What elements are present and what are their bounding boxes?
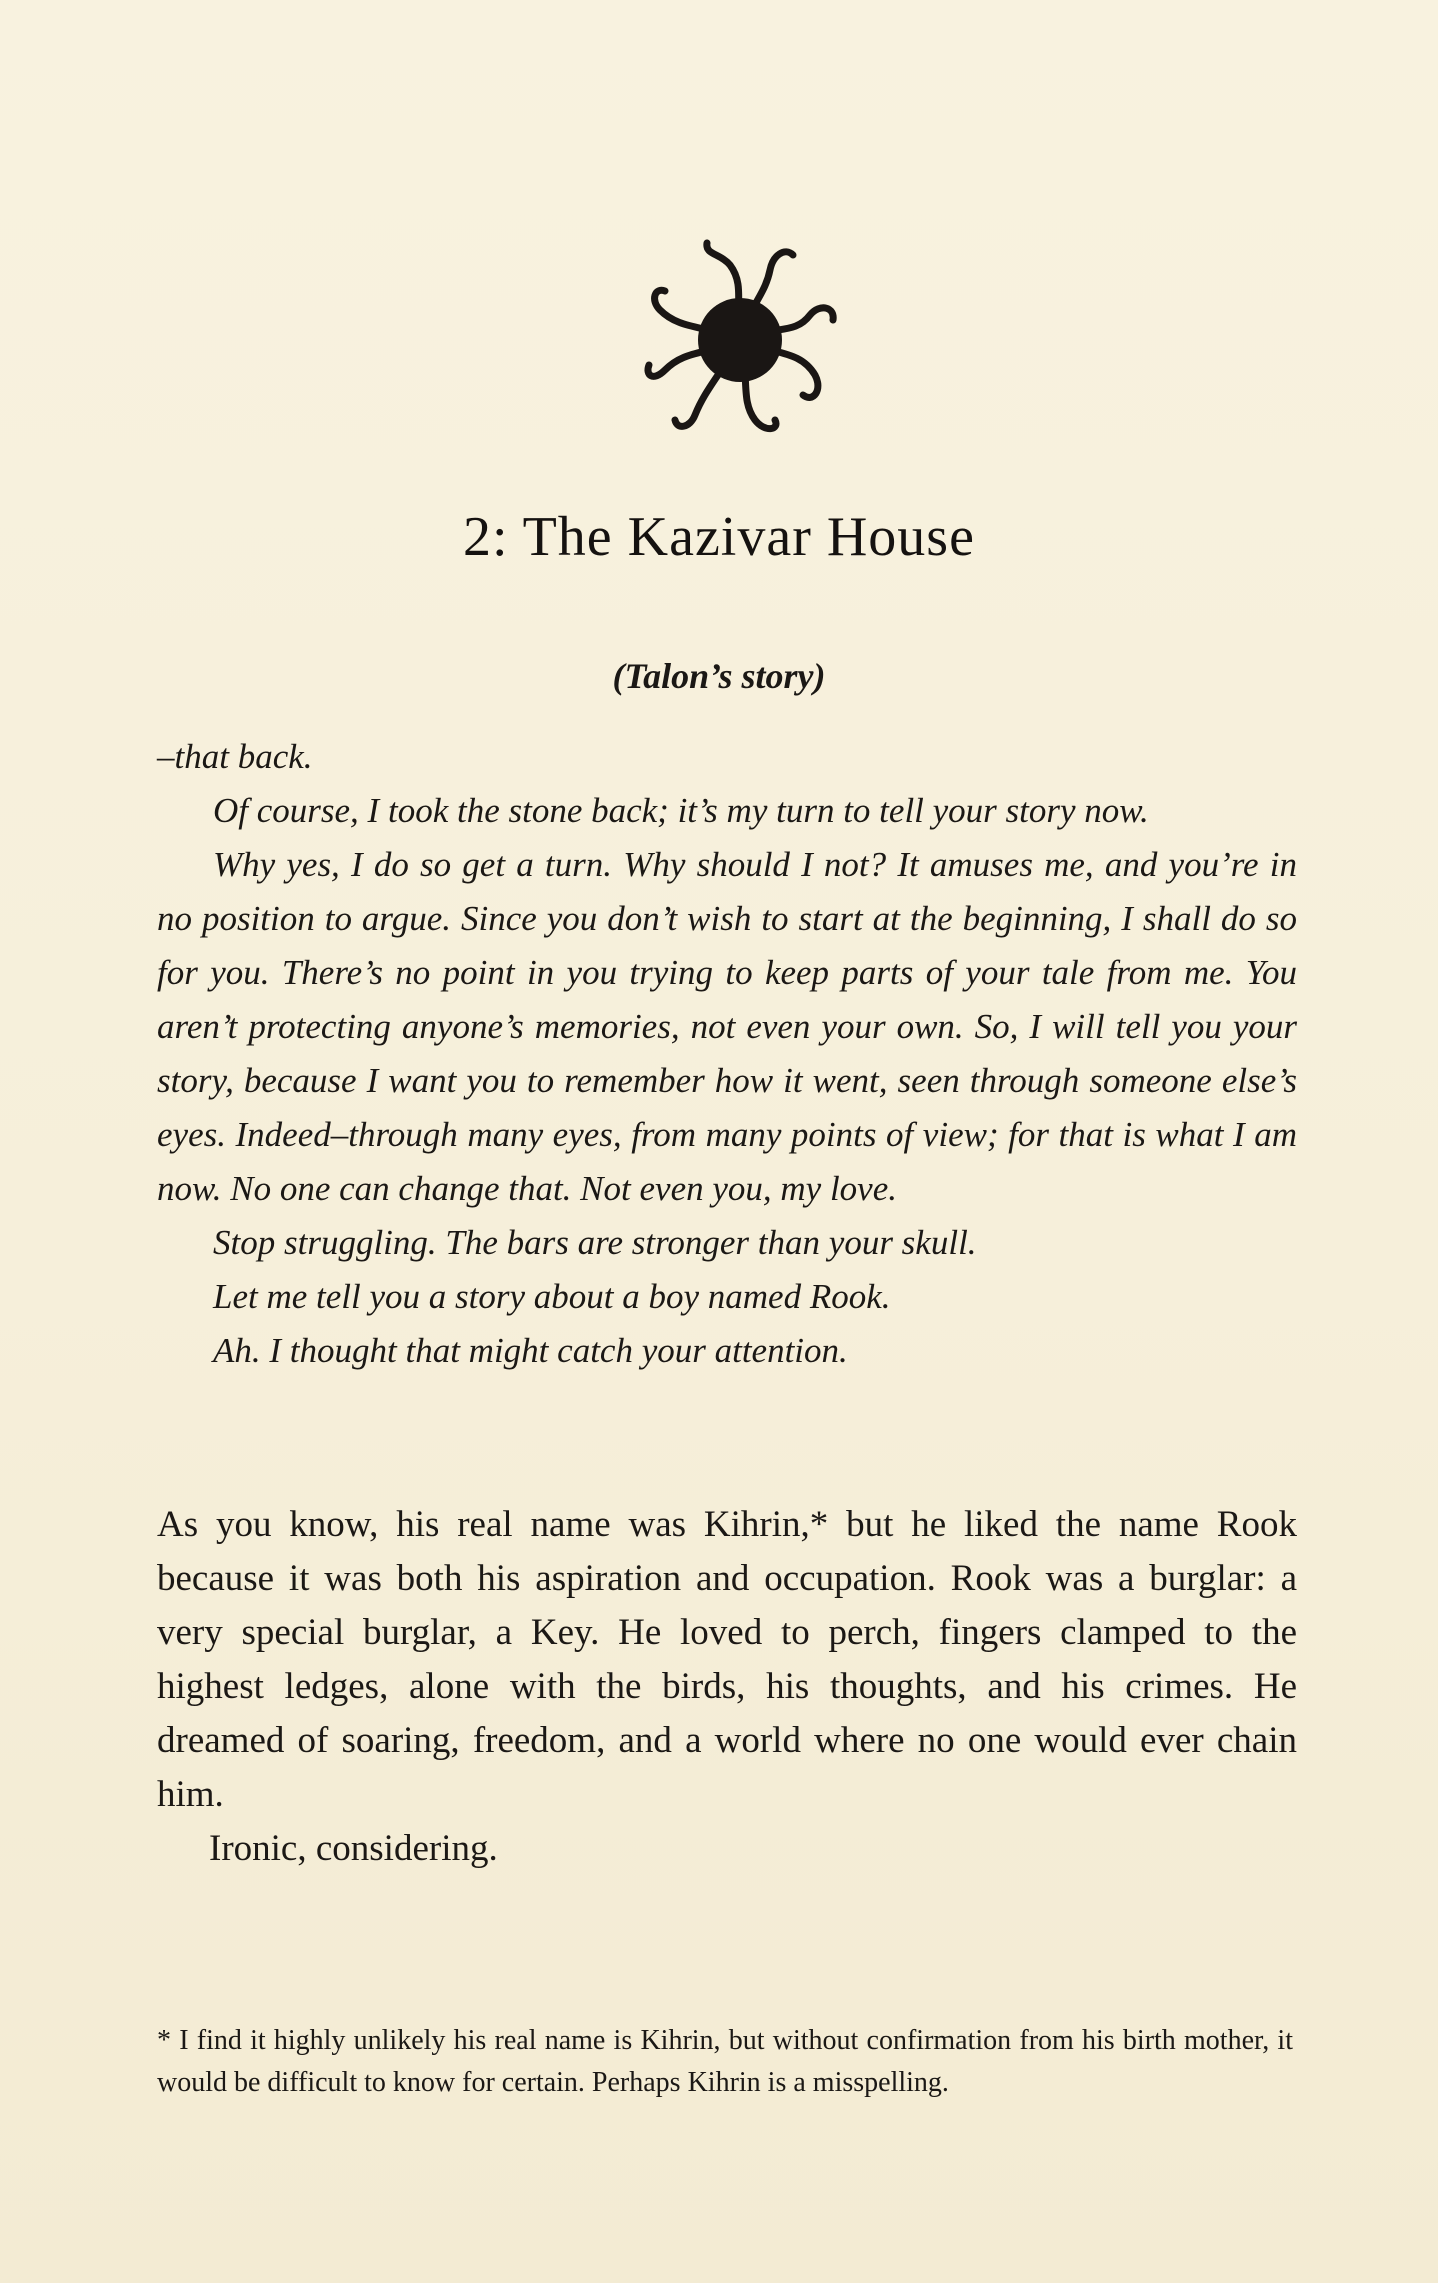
italic-paragraph: Ah. I thought that might catch your attention. <box>213 1331 848 1370</box>
italic-paragraph: Stop struggling. The bars are stronger than your skull. <box>213 1223 977 1262</box>
italic-paragraph: Of course, I took the stone back; it’s my turn to tell your story now. <box>213 791 1149 830</box>
tentacled-sun-icon <box>625 225 855 455</box>
body-text <box>157 1498 1297 1876</box>
body-paragraph: Ironic, considering. <box>209 1828 498 1869</box>
body-paragraph: As you know, his real name was Kihrin,* but he liked the name Rook because it was both his aspiration and occupation. Rook was a burglar: a very special burglar, a Key. He loved to perch, fingers clamped to the highest ledges, alone with the birds, his thoughts, and his crimes. He dreamed of soaring, freedom, and a world where no one would ever chain him. <box>157 1504 1297 1815</box>
italic-paragraph: Let me tell you a story about a boy named Rook. <box>213 1277 891 1316</box>
chapter-title: 2: The Kazivar House <box>463 506 975 568</box>
footnote: * I find it highly unlikely his real name is Kihrin, but without confirmation from his birth mother, it would be difficult to know for certain. Perhaps Kihrin is a misspelling. <box>157 2025 1293 2098</box>
italic-paragraph: –that back. <box>157 737 313 776</box>
chapter-subtitle: (Talon’s story) <box>612 656 826 696</box>
italic-prologue <box>157 730 1297 1378</box>
italic-paragraph: Why yes, I do so get a turn. Why should I not? It amuses me, and you’re in no position to argue. Since you don’t wish to start at the beginning, I shall do so for you. There’s no point in you trying to keep parts of your tale from me. You aren’t protecting anyone’s memories, not even your own. So, I will tell you your story, because I want you to remember how it went, seen through someone else’s eyes. Indeed–through many eyes, from many points of view; for that is what I am now. No one can change that. Not even you, my love. <box>157 845 1297 1208</box>
